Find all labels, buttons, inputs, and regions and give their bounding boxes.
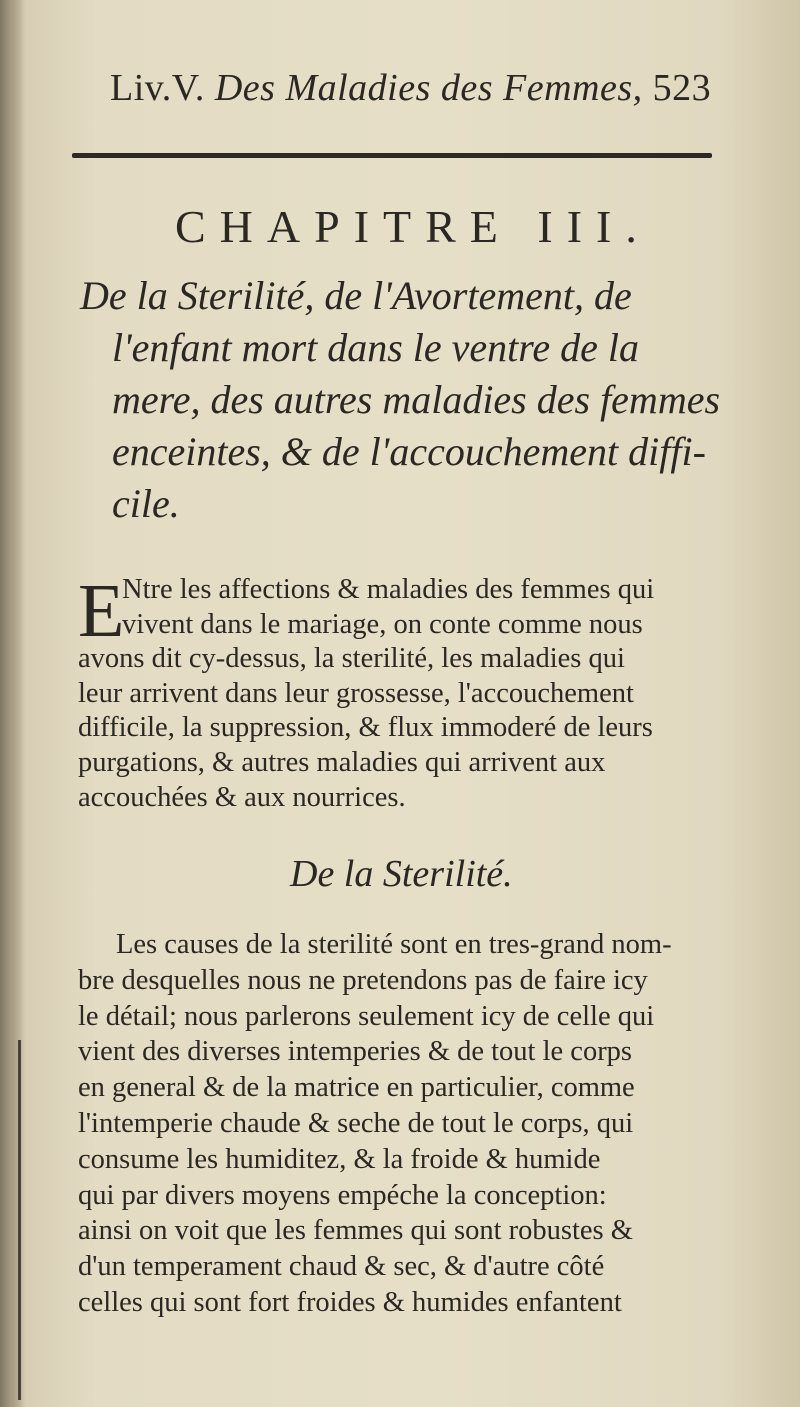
text-line: avons dit cy-dessus, la sterilité, les maladies qui — [78, 643, 625, 675]
chapter-heading: CHAPITRE III. — [175, 201, 651, 252]
gutter-line — [18, 1040, 21, 1400]
running-head — [110, 66, 750, 110]
chapter-title — [80, 270, 740, 530]
text-line: difficile, la suppression, & flux immoderé de leurs — [78, 712, 653, 744]
text-line: purgations, & autres maladies qui arrivent aux — [78, 746, 606, 778]
text-line: celles qui sont fort froides & humides enfantent — [78, 1286, 622, 1318]
text-line: Les causes de la sterilité sont en tres-grand nom- — [116, 929, 672, 960]
text-line: vient des diverses intemperies & de tout le corps — [78, 1036, 633, 1068]
text-line: Ntre les affections & maladies des femmes qui — [122, 574, 655, 605]
intro-paragraph — [78, 569, 734, 815]
chapter-title-line: mere, des autres maladies des femmes — [112, 377, 721, 422]
chapter-title-line: cile. — [112, 481, 180, 526]
text-line: consume les humiditez, & la froide & humide — [78, 1143, 601, 1175]
text-line: vivent dans le mariage, on conte comme nous — [122, 608, 643, 640]
section-paragraph — [78, 927, 734, 1321]
chapter-title-line: l'enfant mort dans le ventre de la — [112, 325, 639, 370]
text-line: ainsi on voit que les femmes qui sont robustes & — [78, 1215, 633, 1247]
text-line: le détail; nous parlerons seulement icy de celle qui — [78, 1000, 655, 1032]
header-rule — [72, 153, 712, 158]
section-title: De la Sterilité. — [290, 853, 513, 895]
page-number: 523 — [652, 67, 712, 109]
running-head-title: Des Maladies des Femmes, — [214, 67, 643, 109]
text-line: leur arrivent dans leur grossesse, l'accouchement — [78, 677, 634, 709]
text-line: qui par divers moyens empéche la conception: — [78, 1179, 607, 1211]
text-line: en general & de la matrice en particulier, comme — [78, 1072, 635, 1104]
text-line: l'intemperie chaude & seche de tout le corps, qui — [78, 1107, 634, 1139]
chapter-title-line: De la Sterilité, de l'Avortement, de — [80, 273, 632, 318]
chapter-title-line: enceintes, & de l'accouchement diffi- — [112, 429, 706, 474]
drop-cap: E — [78, 569, 125, 653]
text-line: d'un temperament chaud & sec, & d'autre côté — [78, 1251, 605, 1283]
text-line: bre desquelles nous ne pretendons pas de faire icy — [78, 964, 648, 996]
text-line: accouchées & aux nourrices. — [78, 781, 406, 813]
running-head-book: Liv.V. — [110, 67, 205, 109]
binding-shadow — [0, 0, 26, 1407]
